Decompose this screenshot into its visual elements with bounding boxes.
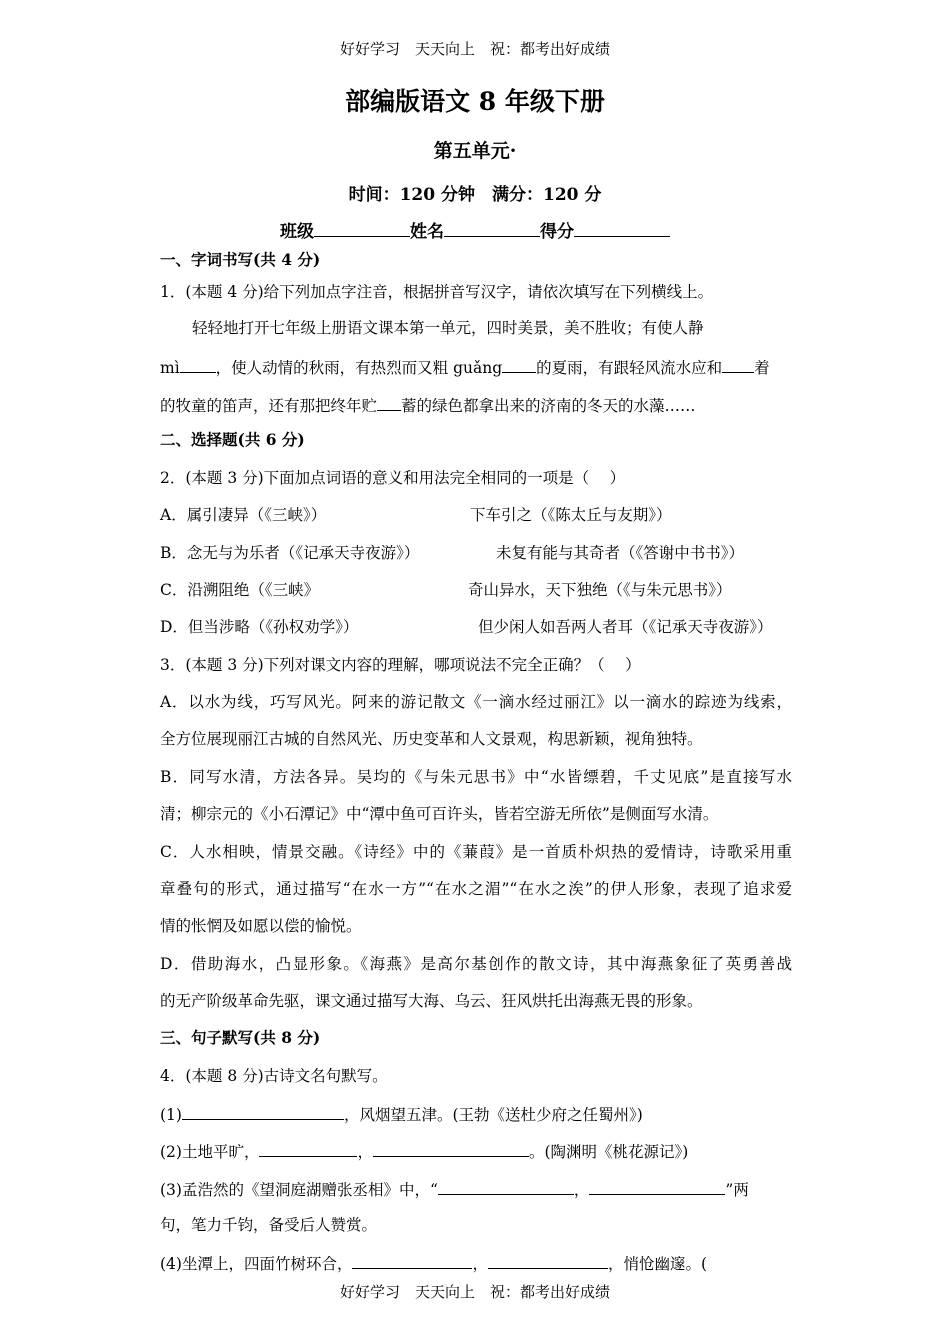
q2-option-a[interactable]: A．属引凄异（《三峡》）	[160, 506, 327, 524]
answer-blank-11[interactable]	[488, 1252, 608, 1269]
item-text: (4)坐潭上，四面竹树环合，	[160, 1255, 353, 1273]
item-text: 。(陶渊明《桃花源记》)	[528, 1143, 689, 1161]
pinyin-mi: mì	[160, 359, 180, 377]
item-text: (2)土地平旷，	[160, 1143, 260, 1161]
item-text: ，	[357, 1143, 373, 1161]
q3-option-c-line-1[interactable]: C．人水相映，情景交融。《诗经》中的《蒹葭》是一首质朴炽热的爱情诗，诗歌采用重	[160, 843, 792, 861]
q2-option-d-pair: 但少闲人如吾两人者耳（《记承天寺夜游》）	[478, 618, 773, 636]
q2-option-a-pair: 下车引之（《陈太丘与友期》）	[470, 506, 672, 524]
class-label: 班级	[280, 222, 314, 242]
passage-text: 着	[754, 359, 770, 377]
page-footer: 好好学习 天天向上 祝：都考出好成绩	[339, 1283, 610, 1301]
score-label: 得分	[540, 222, 574, 242]
item-text: (3)孟浩然的《望洞庭湖赠张丞相》中，“	[160, 1181, 438, 1199]
q1-passage-line-1: 轻轻地打开七年级上册语文课本第一单元，四时美景，美不胜收；有使人静	[192, 319, 704, 337]
question-1: 1．(本题 4 分)给下列加点字注音，根据拼音写汉字，请依次填写在下列横线上。	[160, 283, 714, 301]
q2-option-c-pair: 奇山异水，天下独绝（《与朱元思书》）	[468, 581, 732, 599]
exam-meta: 时间：120 分钟 满分：120 分	[348, 185, 602, 205]
page-title: 部编版语文 8 年级下册	[345, 87, 605, 116]
item-number: (1)	[160, 1106, 182, 1124]
score-blank[interactable]	[574, 220, 670, 237]
unit-subtitle: 第五单元·	[433, 140, 517, 162]
q4-item-4	[160, 1252, 792, 1274]
item-text: ，悄怆幽邃。(	[607, 1255, 708, 1273]
q4-item-3	[160, 1178, 792, 1200]
q3-option-a-line-2: 全方位展现丽江古城的自然风光、历史变革和人文景观，构思新颖，视角独特。	[160, 730, 703, 748]
page-header: 好好学习 天天向上 祝：都考出好成绩	[339, 40, 610, 58]
passage-text: 蓄的绿色都拿出来的济南的冬天的水藻……	[401, 397, 696, 415]
q1-passage-line-3	[160, 394, 792, 416]
item-text: ，风烟望五津。(王勃《送杜少府之任蜀州》)	[343, 1106, 643, 1124]
q3-option-d-line-1[interactable]: D．借助海水，凸显形象。《海燕》是高尔基创作的散文诗，其中海燕象征了英勇善战	[160, 955, 792, 973]
answer-blank-2[interactable]	[502, 356, 536, 373]
q3-option-c-line-2: 章叠句的形式，通过描写“在水一方”“在水之湄”“在水之涘”的伊人形象，表现了追求爱	[160, 880, 792, 898]
section-3-heading: 三、句子默写(共 8 分)	[160, 1028, 321, 1047]
q2-option-c[interactable]: C．沿溯阻绝（《三峡》	[160, 581, 320, 599]
q4-item-3-cont: 句，笔力千钧，备受后人赞赏。	[160, 1216, 378, 1234]
q2-option-b[interactable]: B．念无与为乐者（《记承天寺夜游》）	[160, 544, 420, 562]
student-fields	[0, 217, 950, 242]
question-2: 2．(本题 3 分)下面加点词语的意义和用法完全相同的一项是（ ）	[160, 469, 626, 487]
passage-text: 的牧童的笛声，还有那把终年贮	[160, 397, 378, 415]
answer-blank-5[interactable]	[182, 1103, 344, 1120]
q3-option-b-line-1[interactable]: B．同写水清，方法各异。吴均的《与朱元思书》中“水皆缥碧，千丈见底”是直接写水	[160, 768, 792, 786]
q3-option-a-line-1[interactable]: A．以水为线，巧写风光。阿来的游记散文《一滴水经过丽江》以一滴水的踪迹为线索，	[160, 693, 792, 711]
name-label: 姓名	[410, 222, 444, 242]
item-text: ”两	[725, 1181, 749, 1199]
section-2-heading: 二、选择题(共 6 分)	[160, 430, 305, 449]
q3-option-b-line-2: 清；柳宗元的《小石潭记》中“潭中鱼可百许头，皆若空游无所依”是侧面写水清。	[160, 805, 719, 823]
q3-option-c-line-3: 情的怅惘及如愿以偿的愉悦。	[160, 917, 362, 935]
section-1-heading: 一、字词书写(共 4 分)	[160, 250, 321, 269]
passage-text: 的夏雨，有跟轻风流水应和	[536, 359, 723, 377]
question-4: 4．(本题 8 分)古诗文名句默写。	[160, 1067, 388, 1085]
name-blank[interactable]	[444, 220, 540, 237]
answer-blank-4[interactable]	[377, 394, 401, 411]
answer-blank-6[interactable]	[259, 1140, 357, 1157]
item-text: ，	[472, 1255, 488, 1273]
q2-option-b-pair: 未复有能与其奇者（《答谢中书书》）	[496, 544, 745, 562]
answer-blank-10[interactable]	[352, 1252, 472, 1269]
q3-option-d-line-2: 的无产阶级革命先驱，课文通过描写大海、乌云、狂风烘托出海燕无畏的形象。	[160, 992, 703, 1010]
answer-blank-7[interactable]	[373, 1140, 529, 1157]
q1-passage-line-2	[160, 356, 792, 378]
answer-blank-3[interactable]	[722, 356, 754, 373]
q4-item-1	[160, 1103, 792, 1125]
q4-item-2	[160, 1140, 792, 1162]
answer-blank-8[interactable]	[438, 1178, 574, 1195]
answer-blank-1[interactable]	[180, 356, 216, 373]
class-blank[interactable]	[314, 220, 410, 237]
answer-blank-9[interactable]	[589, 1178, 725, 1195]
question-3: 3．(本题 3 分)下列对课文内容的理解，哪项说法不完全正确？（ ）	[160, 656, 641, 674]
item-text: ，	[573, 1181, 590, 1199]
q2-option-d[interactable]: D．但当涉略（《孙权劝学》）	[160, 618, 359, 636]
passage-text: ，使人动情的秋雨，有热烈而又粗 guǎng	[215, 359, 503, 377]
